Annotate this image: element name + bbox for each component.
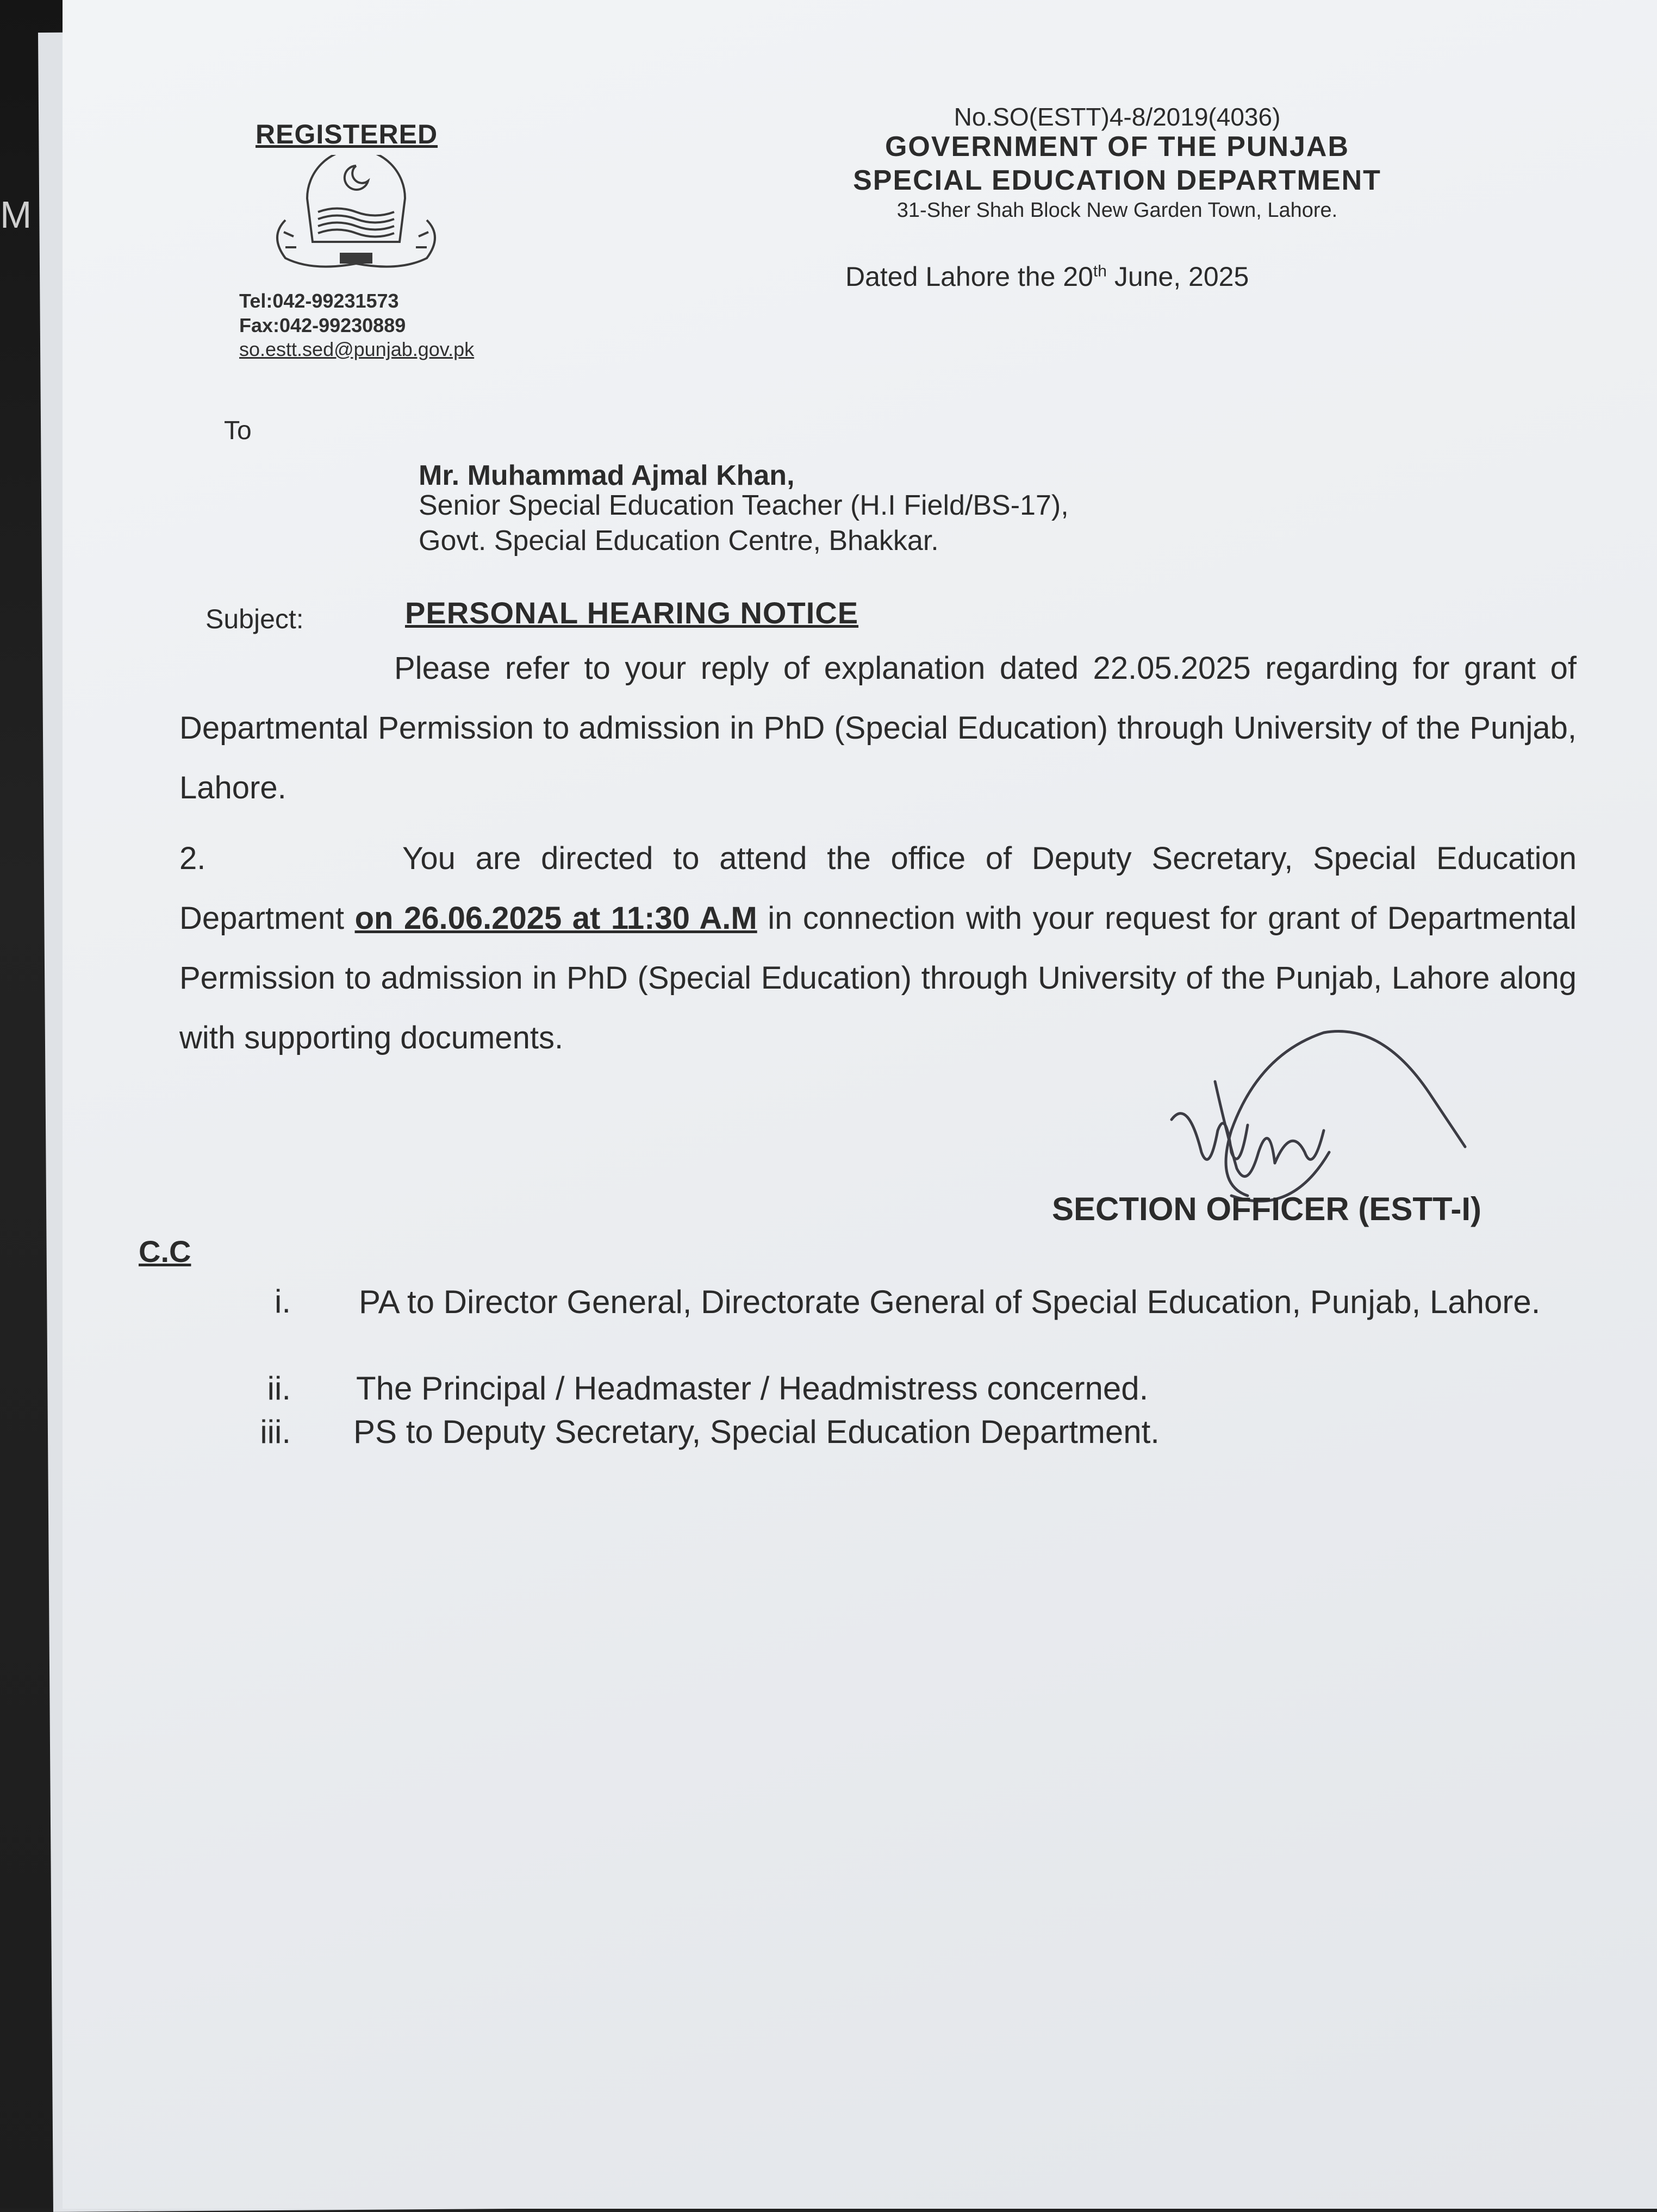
department-address: 31-Sher Shah Block New Garden Town, Lahore. bbox=[896, 199, 1338, 222]
hearing-date-time: on 26.06.2025 at 11:30 A.M bbox=[354, 901, 757, 936]
fax-number: Fax:042-99230889 bbox=[239, 314, 406, 336]
cc-item-1-text: PA to Director General, Directorate General of Special Education, Punjab, Lahore. bbox=[359, 1284, 1541, 1320]
subject-label: Subject: bbox=[205, 604, 304, 634]
email-address: so.estt.sed@punjab.gov.pk bbox=[239, 338, 475, 360]
addressee-name: Mr. Muhammad Ajmal Khan, bbox=[419, 460, 795, 491]
cc-item-1-number: i. bbox=[275, 1283, 291, 1320]
cc-item-3-number: iii. bbox=[260, 1414, 291, 1450]
telephone-number: Tel:042-99231573 bbox=[239, 290, 399, 312]
paragraph-1-text: Please refer to your reply of explanation dated 22.05.2025 regarding for grant of Departmental Permission to admission in PhD (Special Education) through University of the Punjab, Lahore. bbox=[179, 651, 1577, 805]
reference-number: No.SO(ESTT)4-8/2019(4036) bbox=[954, 103, 1281, 131]
addressee-designation: Senior Special Education Teacher (H.I Field/BS-17), bbox=[419, 490, 1069, 521]
cc-item-3-text: PS to Deputy Secretary, Special Education Department. bbox=[353, 1414, 1160, 1450]
government-heading: GOVERNMENT OF THE PUNJAB bbox=[884, 131, 1350, 163]
paragraph-1 bbox=[179, 639, 1577, 818]
desk-edge-letter: M bbox=[0, 193, 32, 236]
signatory-title: SECTION OFFICER (ESTT-I) bbox=[1052, 1191, 1481, 1227]
letter-page bbox=[63, 0, 1657, 2209]
cc-item-2-text: The Principal / Headmaster / Headmistress concerned. bbox=[356, 1370, 1149, 1407]
department-heading: SPECIAL EDUCATION DEPARTMENT bbox=[853, 165, 1381, 196]
cc-label: C.C bbox=[139, 1234, 191, 1269]
date-line: Dated Lahore the 20th June, 2025 bbox=[845, 261, 1249, 292]
to-label: To bbox=[224, 416, 252, 445]
paragraph-2-number: 2. bbox=[179, 841, 206, 876]
cc-item-2-number: ii. bbox=[267, 1370, 291, 1407]
registered-label: REGISTERED bbox=[256, 119, 438, 149]
punjab-emblem-icon bbox=[264, 155, 448, 277]
addressee-office: Govt. Special Education Centre, Bhakkar. bbox=[419, 525, 939, 557]
paragraph-2: 2. You are directed to attend the office of Deputy Secretary, Special Education Department on 26.06.2025 at 11:30 A.M in connection with your request for grant of Departmental Permission to admission in PhD (Special Education) through University of the Punjab, Lahore along with supporting documents. bbox=[179, 829, 1577, 1068]
subject-text: PERSONAL HEARING NOTICE bbox=[405, 596, 859, 630]
